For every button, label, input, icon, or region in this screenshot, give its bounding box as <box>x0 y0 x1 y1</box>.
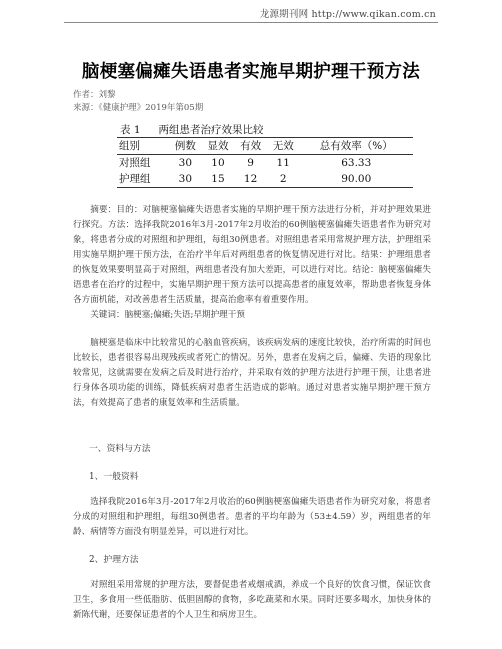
table-row <box>117 155 413 172</box>
table-caption-title: 两组患者治疗效果比较 <box>158 124 264 136</box>
section-heading-general-data: 1、一般资料 <box>89 472 139 482</box>
table-cell: 90.00 <box>341 173 372 185</box>
table-cell: 30 <box>178 157 193 169</box>
general-data-paragraph: 选择我院2016年3月-2017年2月收治的60例脑梗塞偏瘫失语患者作为研究对象，将患者分成的对照组和护理组，每组30例患者。患者的平均年龄为（53±4.59）岁，两组患者的年龄、病情等方面没有明显差异，可以进行对比。 <box>73 497 431 537</box>
table-cell: 对照组 <box>119 157 151 169</box>
article-source <box>73 101 203 113</box>
table-caption <box>120 122 413 137</box>
header-site-url: 龙源期刊网 http://www.qikan.com.cn <box>259 9 436 20</box>
intro-paragraph: 脑梗塞是临床中比较常见的心脑血管疾病，该疾病发病的速度比较快，治疗所需的时间也比较长，患者很容易出现残疾或者死亡的情况。另外，患者在发病之后，偏瘫、失语的现象比较常见，这就需要在发病之后及时进行治疗，并采取有效的护理方法进行护理干预，让患者进行身体各项功能的训练，降低疾病对患者生活造成的影响。通过对患者实施早期护理干预方法，有效提高了患者的康复效率和生活质量。 <box>73 338 431 408</box>
table-cell: 9 <box>247 157 254 169</box>
author-label: 作者： <box>73 90 99 100</box>
article-title: 脑梗塞偏瘫失语患者实施早期护理干预方法 <box>81 62 421 82</box>
table-cell: 63.33 <box>341 157 372 169</box>
table-header-cell: 总有效率（%） <box>319 140 393 152</box>
source-label: 来源： <box>73 103 99 113</box>
article-author <box>73 88 116 100</box>
table-caption-number: 表 1 <box>120 124 141 136</box>
table-cell: 30 <box>178 173 193 185</box>
section-heading-materials-methods: 一、资料与方法 <box>89 444 151 454</box>
table-header-cell: 有效 <box>240 140 262 152</box>
table-header-cell: 例数 <box>174 140 196 152</box>
section-heading-nursing-method: 2、护理方法 <box>89 555 139 565</box>
table-cell: 11 <box>276 157 290 169</box>
results-table <box>117 137 413 188</box>
table-header-row <box>117 138 413 155</box>
table-cell: 12 <box>243 173 258 185</box>
results-table-block <box>117 122 413 188</box>
table-cell: 10 <box>211 157 225 169</box>
header-divider <box>64 22 438 23</box>
table-header-cell: 显效 <box>207 140 229 152</box>
keywords-line: 关键词：脑梗塞;偏瘫;失语;早期护理干预 <box>90 310 245 320</box>
table-row <box>117 171 413 188</box>
nursing-paragraph: 对照组采用常规的护理方法，要督促患者戒烟戒酒，养成一个良好的饮食习惯，保证饮食卫生，多食用一些低脂肪、低胆固醇的食物，多吃蔬菜和水果。同时还要多喝水，加快身体的新陈代谢，还要保证患者的个人卫生和病房卫生。 <box>73 580 431 620</box>
table-header-cell: 无效 <box>272 140 294 152</box>
table-cell: 护理组 <box>119 173 151 185</box>
abstract-paragraph: 摘要：目的：对脑梗塞偏瘫失语患者实施的早期护理干预方法进行分析，并对护理效果进行探究。方法：选择我院2016年3月-2017年2月收治的60例脑梗塞偏瘫失语患者作为研究对象，将患者分成的对照组和护理组，每组30例患者。对照组患者采用常规护理方法，护理组采用实施早期护理干预方法，在治疗半年后对两组患者的恢复情况进行对比。结果：护理组患者的恢复效果要明显高于对照组，两组患者没有加大差距，可以进行对比。结论：脑梗塞偏瘫失语患者在治疗的过程中，实施早期护理干预方法可以提高患者的康复效率，帮助患者恢复身体各方面机能，对改善患者生活质量，提高治愈率有着重要作用。 <box>73 205 431 305</box>
table-cell: 15 <box>211 173 225 185</box>
table-header-cell: 组别 <box>119 140 140 152</box>
table-cell: 2 <box>279 173 287 185</box>
author-name: 刘黎 <box>98 90 116 100</box>
source-name: 《健康护理》2019年第05期 <box>98 103 204 113</box>
